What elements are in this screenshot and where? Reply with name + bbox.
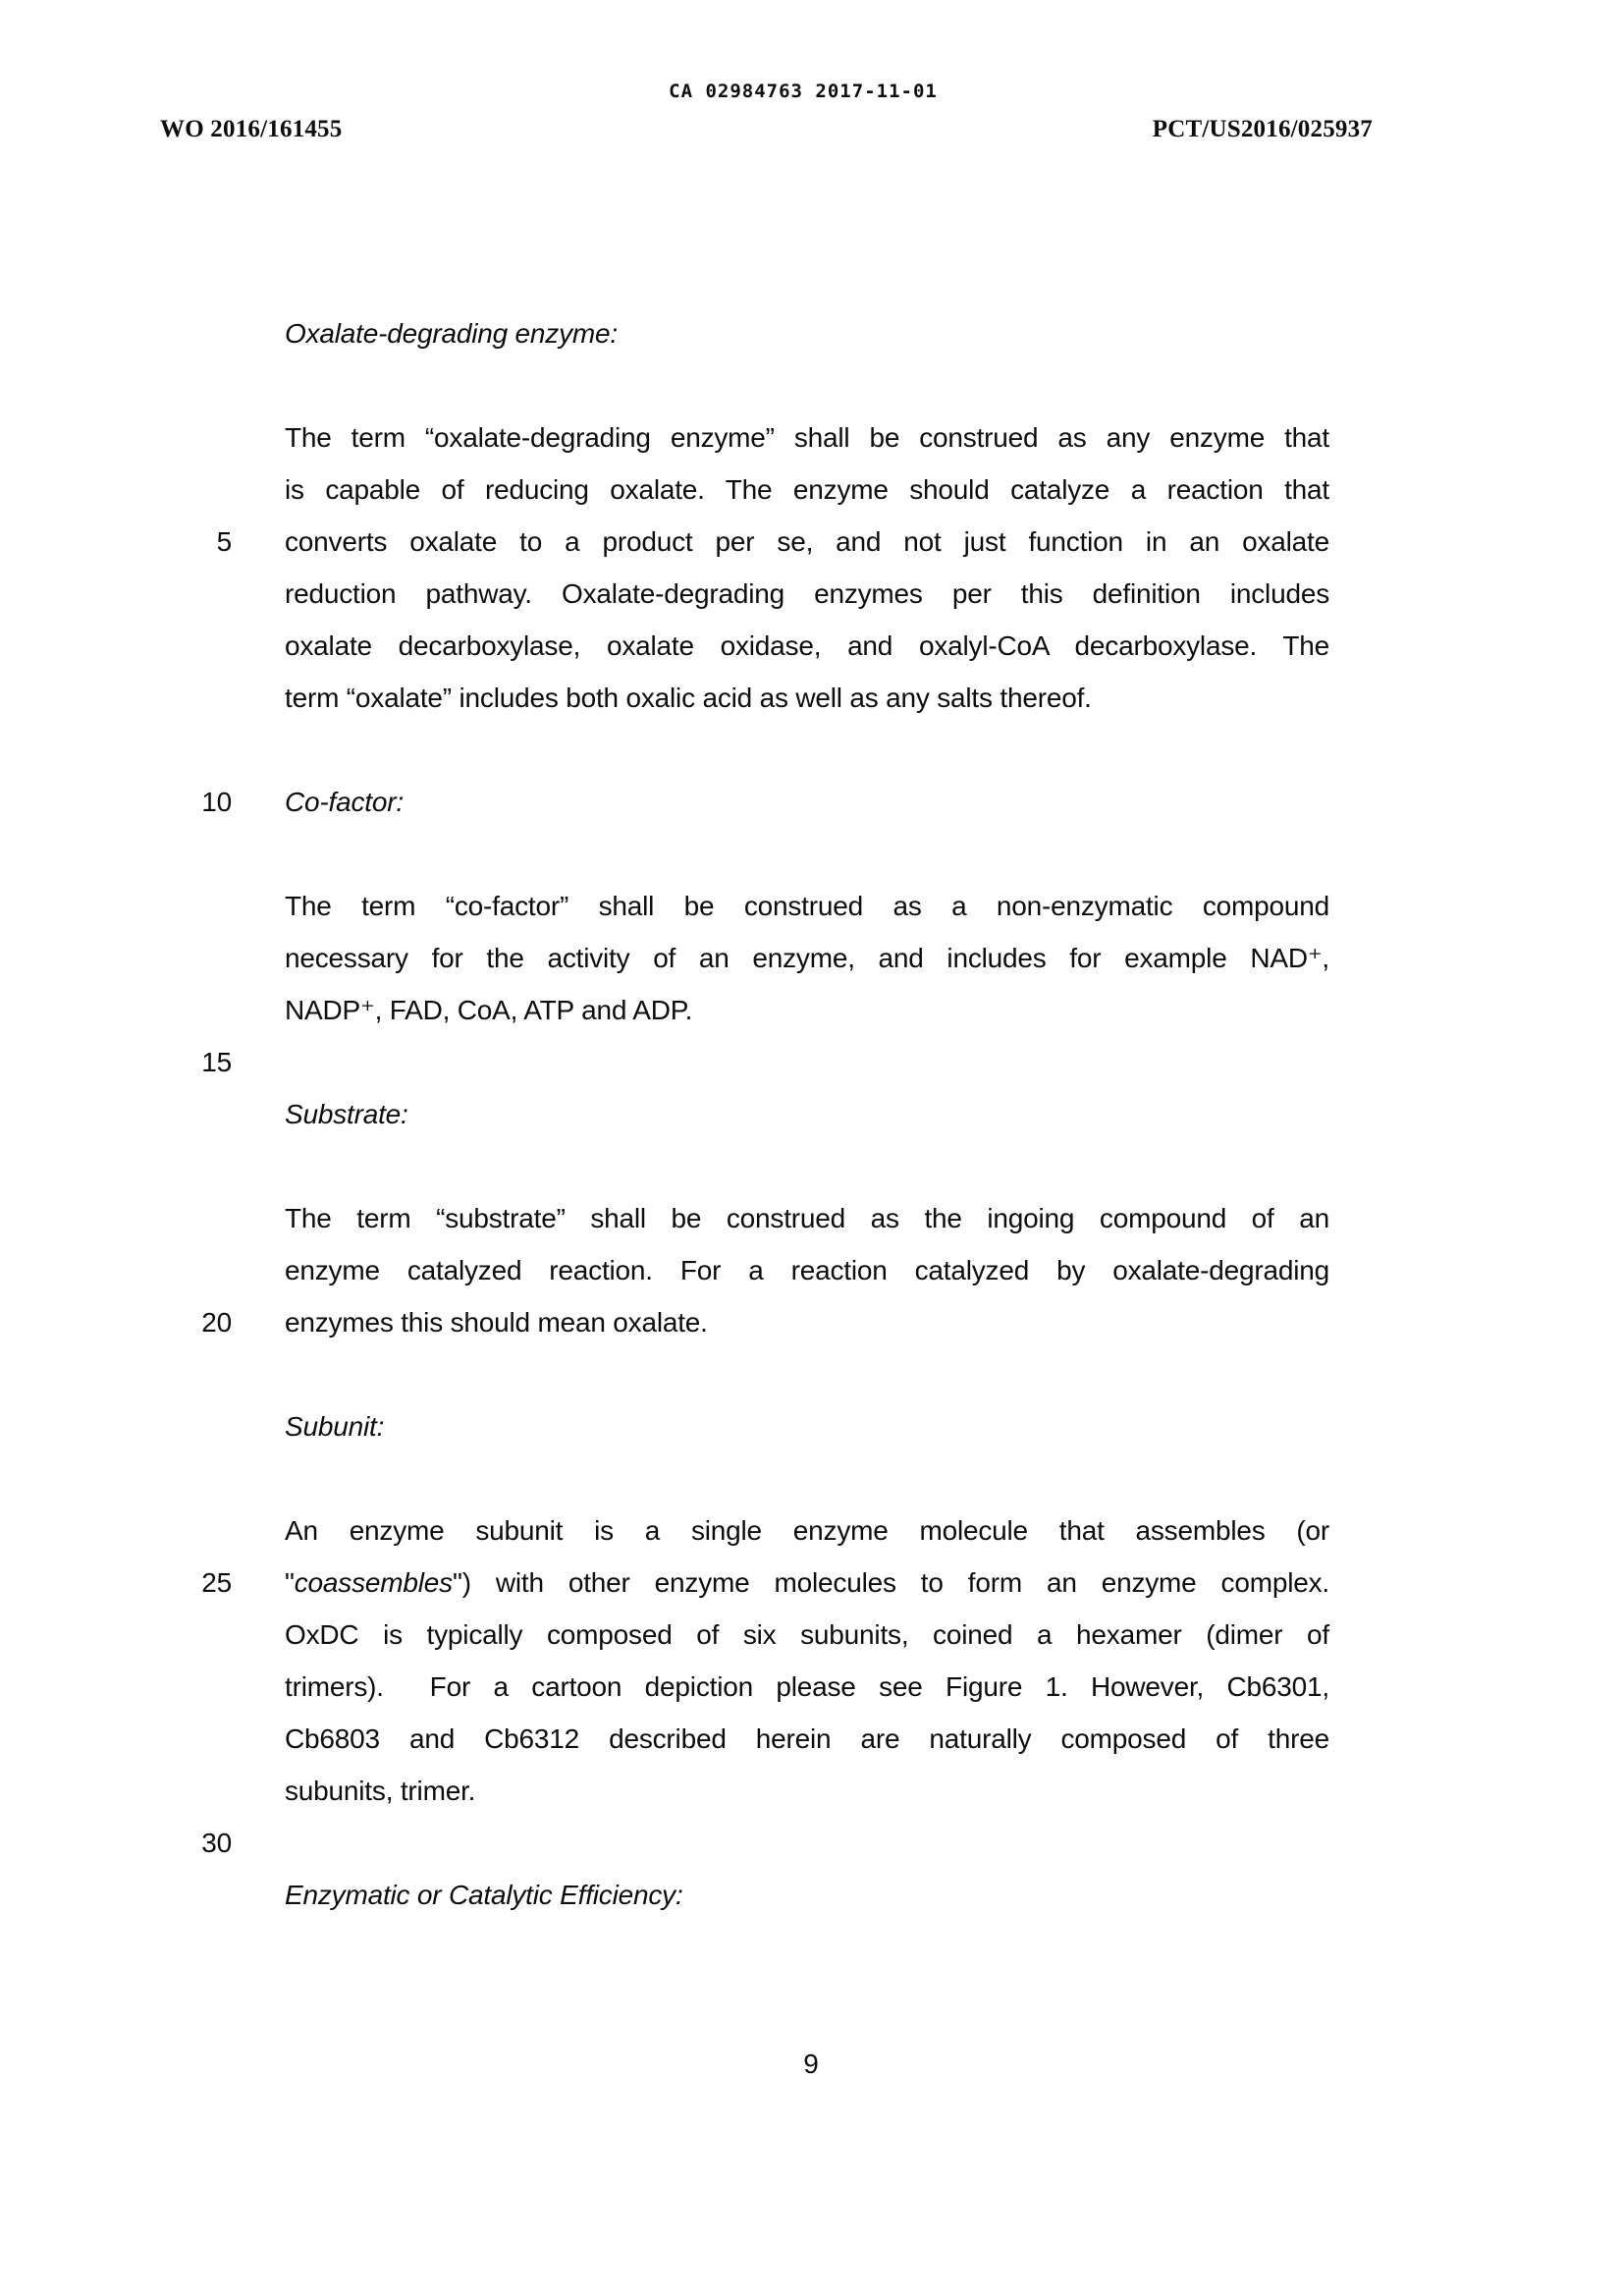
blank-row: [147, 1817, 1329, 1869]
line-number-cell: [147, 411, 232, 464]
body-line: converts oxalate to a product per se, and not just function in an oxalate: [285, 526, 1329, 557]
section-heading: Subunit:: [285, 1411, 385, 1442]
ca-filing-stamp: CA 02984763 2017-11-01: [669, 81, 938, 102]
body-line: NADP⁺, FAD, CoA, ATP and ADP.: [285, 995, 693, 1025]
line-remainder: ") with other enzyme molecules to form an enzyme complex.: [452, 1567, 1329, 1598]
line-number-30: 30: [201, 1828, 232, 1858]
body-line: enzymes this should mean oxalate.: [285, 1307, 708, 1338]
body-line-row: [147, 464, 1329, 516]
body-line: [285, 1557, 1329, 1609]
body-line-row: [147, 516, 1329, 568]
body-line: [285, 1817, 1329, 1869]
line-number-cell: [147, 1192, 232, 1244]
wo-publication-number: WO 2016/161455: [160, 116, 343, 142]
pct-application-number: PCT/US2016/025937: [1152, 116, 1373, 142]
page-number: 9: [803, 2049, 819, 2079]
body-line: subunits, trimer.: [285, 1776, 476, 1806]
line-number-cell: [147, 1400, 232, 1452]
body-line: The term “co-factor” shall be construed as a non-enzymatic compound: [285, 891, 1329, 921]
line-number-cell: [147, 307, 232, 359]
section-heading-row: [147, 1869, 1329, 1921]
body-line-row: [147, 1296, 1329, 1348]
body-line-row: [147, 1244, 1329, 1296]
line-number-cell: [147, 620, 232, 672]
line-number-cell: [147, 464, 232, 516]
body-line-row: [147, 1192, 1329, 1244]
body-line: is capable of reducing oxalate. The enzyme should catalyze a reaction that: [285, 474, 1329, 505]
line-number-cell: [147, 1765, 232, 1817]
body-line: term “oxalate” includes both oxalic acid as well as any salts thereof.: [285, 683, 1092, 713]
section-heading: Substrate:: [285, 1099, 408, 1129]
blank-row: [147, 1036, 1329, 1088]
line-number-cell: [147, 1661, 232, 1713]
body-line-row: [147, 1765, 1329, 1817]
body-line-row: [147, 984, 1329, 1036]
section-heading: Co-factor:: [285, 787, 404, 817]
body-line: The term “substrate” shall be construed as the ingoing compound of an: [285, 1203, 1329, 1233]
body-line-row: [147, 1557, 1329, 1609]
blank-row: [147, 724, 1329, 776]
body-line: oxalate decarboxylase, oxalate oxidase, and oxalyl-CoA decarboxylase. The: [285, 630, 1329, 661]
section-heading-row: [147, 307, 1329, 359]
blank-row: [147, 828, 1329, 880]
line-number-cell: [147, 1869, 232, 1921]
body-line: trimers). For a cartoon depiction please see Figure 1. However, Cb6301,: [285, 1671, 1329, 1702]
blank-row: [147, 1348, 1329, 1400]
body-line-row: [147, 1661, 1329, 1713]
body-line: OxDC is typically composed of six subunits, coined a hexamer (dimer of: [285, 1619, 1329, 1650]
body-line: An enzyme subunit is a single enzyme molecule that assembles (or: [285, 1515, 1329, 1546]
body-line-row: [147, 880, 1329, 932]
section-heading-row: [147, 1400, 1329, 1452]
section-heading-row: [147, 776, 1329, 828]
line-number-10: 10: [201, 787, 232, 817]
line-number-cell: [147, 1088, 232, 1140]
line-number-cell: [147, 1504, 232, 1557]
line-number-15: 15: [201, 1047, 232, 1077]
body-line: enzyme catalyzed reaction. For a reaction catalyzed by oxalate-degrading: [285, 1255, 1329, 1285]
body-line-row: [147, 1713, 1329, 1765]
body-line: The term “oxalate-degrading enzyme” shall be construed as any enzyme that: [285, 422, 1329, 453]
body-line-row: [147, 932, 1329, 984]
body-line-row: [147, 620, 1329, 672]
body-line: reduction pathway. Oxalate-degrading enzymes per this definition includes: [285, 578, 1329, 609]
body-line: Cb6803 and Cb6312 described herein are naturally composed of three: [285, 1723, 1329, 1754]
line-number-cell: [147, 568, 232, 620]
line-number-25: 25: [201, 1567, 232, 1598]
blank-row: [147, 1140, 1329, 1192]
blank-row: [147, 359, 1329, 411]
line-number-5: 5: [216, 526, 232, 557]
body-line: [285, 1036, 1329, 1088]
line-number-cell: [147, 672, 232, 724]
body-line-row: [147, 1504, 1329, 1557]
line-number-cell: [147, 880, 232, 932]
body-line-row: [147, 672, 1329, 724]
body-line-row: [147, 1609, 1329, 1661]
body-line-row: [147, 411, 1329, 464]
line-number-cell: [147, 984, 232, 1036]
section-heading: Enzymatic or Catalytic Efficiency:: [285, 1880, 683, 1910]
line-number-20: 20: [201, 1307, 232, 1338]
document-body: [147, 307, 1329, 1921]
line-number-cell: [147, 1244, 232, 1296]
line-number-cell: [147, 1713, 232, 1765]
body-line-row: [147, 568, 1329, 620]
section-heading-row: [147, 1088, 1329, 1140]
italic-term: coassembles: [294, 1567, 453, 1598]
blank-row: [147, 1452, 1329, 1504]
body-line: necessary for the activity of an enzyme, and includes for example NAD⁺,: [285, 943, 1329, 973]
line-number-cell: [147, 932, 232, 984]
section-heading: Oxalate-degrading enzyme:: [285, 318, 618, 349]
quote-mark: ": [285, 1567, 295, 1598]
line-number-cell: [147, 1609, 232, 1661]
